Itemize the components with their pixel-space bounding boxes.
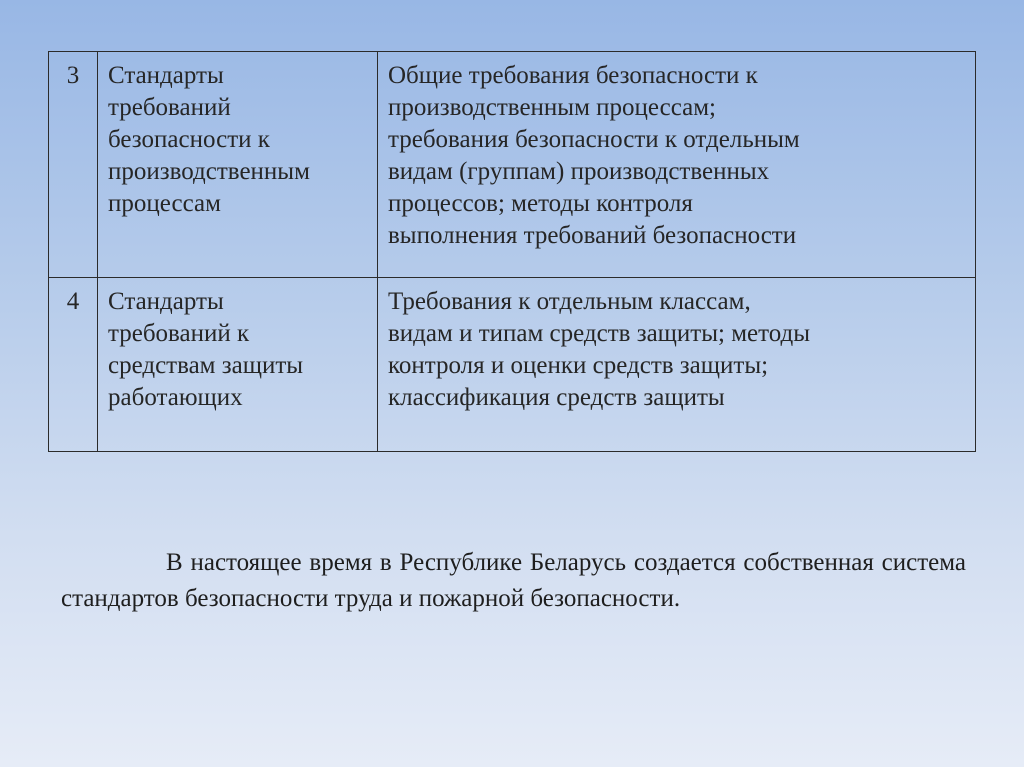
standard-description-line: Общие требования безопасности к: [388, 62, 758, 89]
standard-name-line: производственным: [108, 158, 310, 185]
standard-name-line: работающих: [108, 384, 243, 411]
standard-name-line: безопасности к: [108, 126, 270, 153]
standard-description-line: производственным процессам;: [388, 94, 717, 121]
standard-description-line: видам (группам) производственных: [388, 158, 770, 185]
standard-description-line: требования безопасности к отдельным: [388, 126, 800, 153]
standard-description-line: процессов; методы контроля: [388, 190, 693, 217]
standard-description-line: Требования к отдельным классам,: [388, 288, 751, 315]
standard-name-line: процессам: [108, 190, 221, 217]
standard-name-line: требований к: [108, 320, 250, 347]
standard-name-line: Стандарты: [108, 62, 224, 89]
body-paragraph: В настоящее время в Республике Беларусь создается собственная система стандартов безопасности труда и пожарной безопасности.: [61, 549, 966, 612]
standard-name-line: средствам защиты: [108, 352, 304, 379]
standard-name-line: требований: [108, 94, 231, 121]
row-number: 4: [49, 278, 98, 452]
standard-description-line: выполнения требований безопасности: [388, 222, 797, 249]
table-row: [49, 278, 976, 452]
standard-name: [98, 52, 378, 278]
table-row: [49, 52, 976, 278]
standard-description: [378, 52, 976, 278]
standards-table: [48, 51, 976, 452]
standard-description: [378, 278, 976, 452]
row-number: 3: [49, 52, 98, 278]
standard-description-line: видам и типам средств защиты; методы: [388, 320, 811, 347]
standard-name-line: Стандарты: [108, 288, 224, 315]
standard-description-line: классификация средств защиты: [388, 384, 725, 411]
standard-description-line: контроля и оценки средств защиты;: [388, 352, 769, 379]
standard-name: [98, 278, 378, 452]
